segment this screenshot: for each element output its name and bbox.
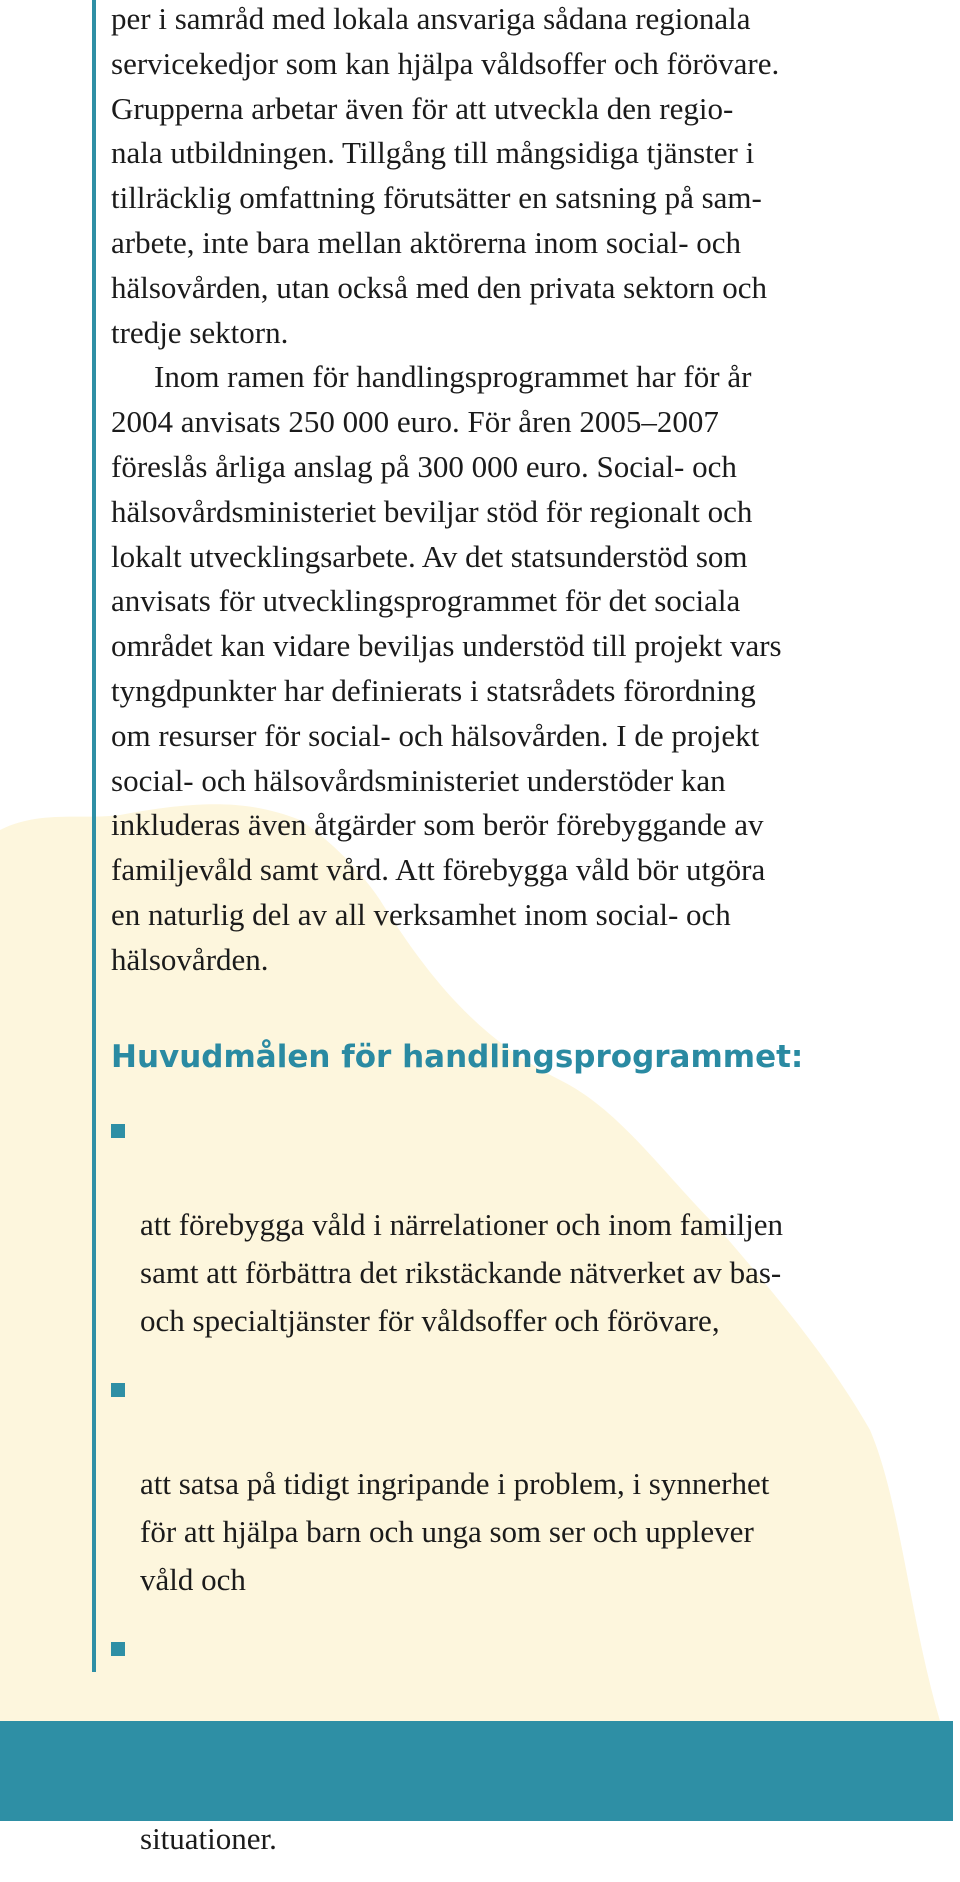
body-paragraph-2: Inom ramen för handlingsprogrammet har för år 2004 anvisats 250 000 euro. För åren 2005–2007 föreslås årliga anslag på 300 000 euro. Social- och hälsovårdsministeriet beviljar stöd för regionalt och lokalt utvecklingsarbete. Av det statsunderstöd som anvisats för utvecklingsprogrammet för det sociala området kan vidare beviljas understöd till projekt vars tyngdpunkter har definierats i statsrådets förordning om resurser för social- och hälsovården. I de projekt social- och hälsovårdsministeriet understöder kan inkluderas även åtgärder som berör förebyggande av familjevåld samt vård. Att förebygga våld bör utgöra en naturlig del av all verksamhet inom social- och hälsovården.: [111, 359, 782, 977]
goals-heading: Huvudmålen för handlingsprogrammet:: [111, 1038, 804, 1075]
document-content: [111, 0, 861, 1882]
square-bullet-icon: [111, 1383, 125, 1397]
square-bullet-icon: [111, 1642, 125, 1656]
body-paragraph-1: per i samråd med lokala ansvariga sådana regionala servicekedjor som kan hjälpa våldsoffer och förövare. Grupperna arbetar även för att utveckla den regio- nala utbildningen. Tillgång till mångsidiga tjänster i tillräcklig omfattning förutsätter en satsning på sam- arbete, inte bara mellan aktörerna inom social- och hälsovården, utan också med den privata sektorn och tredje sektorn.: [111, 1, 780, 350]
left-accent-rule: [92, 0, 96, 1672]
goal-item: [111, 1105, 860, 1345]
square-bullet-icon: [111, 1124, 125, 1138]
goal-item: [111, 1364, 860, 1604]
goal-item-text: att satsa på tidigt ingripande i problem, i synnerhet för att hjälpa barn och unga som ser och upplever våld och: [140, 1465, 770, 1597]
goal-item-text: att förebygga våld i närrelationer och inom familjen samt att förbättra det rikstäckande nätverket av bas- och specialtjänster för våldsoffer och förövare,: [140, 1206, 784, 1338]
footer-color-band: [0, 1721, 953, 1821]
goal-item-text: situationer.: [140, 1820, 277, 1856]
